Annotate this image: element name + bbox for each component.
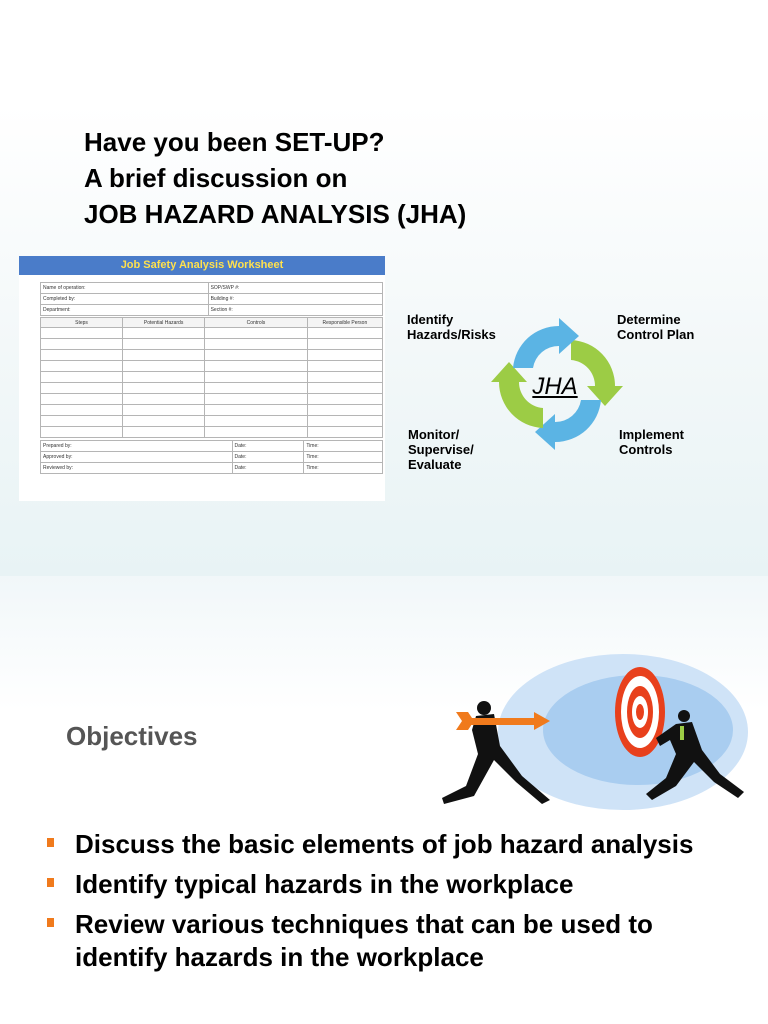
worksheet-footer-table xyxy=(40,440,383,474)
worksheet-title: Job Safety Analysis Worksheet xyxy=(19,256,385,275)
empty-cell xyxy=(205,372,308,383)
empty-cell xyxy=(205,427,308,438)
worksheet-info-cell: Building #: xyxy=(208,294,382,305)
empty-cell xyxy=(205,350,308,361)
worksheet-info-cell: Department: xyxy=(41,305,209,316)
label-line: Supervise/ xyxy=(408,442,474,457)
empty-cell xyxy=(123,416,205,427)
worksheet-footer-cell: Time: xyxy=(304,441,383,452)
empty-cell xyxy=(205,328,308,339)
empty-cell xyxy=(41,328,123,339)
empty-cell xyxy=(123,328,205,339)
worksheet-info-cell: Name of operation: xyxy=(41,283,209,294)
empty-cell xyxy=(41,416,123,427)
cycle-label-implement xyxy=(619,427,684,457)
worksheet-info-cell: SOP/SWP #: xyxy=(208,283,382,294)
empty-cell xyxy=(123,339,205,350)
table-row xyxy=(41,283,383,294)
bullet-text-line: Review various techniques that can be used to xyxy=(75,909,653,939)
column-header: Controls xyxy=(205,318,308,328)
jha-center-label: JHA xyxy=(532,373,578,400)
list-item xyxy=(44,828,744,861)
bullet-square-icon xyxy=(47,878,54,887)
label-line: Control Plan xyxy=(617,327,695,342)
empty-cell xyxy=(123,394,205,405)
cycle-label-determine xyxy=(617,312,694,342)
worksheet-footer-cell: Prepared by: xyxy=(41,441,233,452)
table-row xyxy=(41,294,383,305)
cycle-label-identify xyxy=(407,312,496,342)
empty-cell xyxy=(307,405,382,416)
worksheet-footer-cell: Time: xyxy=(304,452,383,463)
worksheet-footer-cell: Approved by: xyxy=(41,452,233,463)
worksheet-footer-cell: Date: xyxy=(232,463,304,474)
table-row xyxy=(41,372,383,383)
worksheet-steps-table xyxy=(40,317,383,438)
empty-cell xyxy=(307,339,382,350)
title-line-1: Have you been SET-UP? xyxy=(84,127,385,157)
empty-cell xyxy=(307,427,382,438)
table-row xyxy=(41,463,383,474)
worksheet-info-cell: Completed by: xyxy=(41,294,209,305)
empty-cell xyxy=(307,394,382,405)
table-row xyxy=(41,350,383,361)
table-header-row xyxy=(41,318,383,328)
archer-target-clipart xyxy=(438,650,750,810)
empty-cell xyxy=(41,361,123,372)
empty-cell xyxy=(123,383,205,394)
cycle-label-monitor xyxy=(408,427,474,472)
label-line: Determine xyxy=(617,312,681,327)
jsa-worksheet-image xyxy=(19,256,385,501)
empty-cell xyxy=(41,383,123,394)
list-item xyxy=(44,908,744,974)
worksheet-empty-rows xyxy=(41,328,383,438)
worksheet-info-cell: Section #: xyxy=(208,305,382,316)
empty-cell xyxy=(307,328,382,339)
slide-title xyxy=(84,124,466,232)
empty-cell xyxy=(41,372,123,383)
empty-cell xyxy=(307,361,382,372)
bullet-square-icon xyxy=(47,838,54,847)
empty-cell xyxy=(41,350,123,361)
table-row xyxy=(41,383,383,394)
bullet-text: Discuss the basic elements of job hazard analysis xyxy=(75,829,694,859)
worksheet-footer-cell: Date: xyxy=(232,452,304,463)
empty-cell xyxy=(205,383,308,394)
table-row xyxy=(41,427,383,438)
table-row xyxy=(41,441,383,452)
label-line: Identify xyxy=(407,312,454,327)
list-item xyxy=(44,868,744,901)
label-line: Implement xyxy=(619,427,685,442)
empty-cell xyxy=(123,427,205,438)
empty-cell xyxy=(205,361,308,372)
label-line: Monitor/ xyxy=(408,427,460,442)
table-row xyxy=(41,452,383,463)
empty-cell xyxy=(123,405,205,416)
empty-cell xyxy=(205,394,308,405)
target-ring xyxy=(636,704,644,720)
column-header: Responsible Person xyxy=(307,318,382,328)
bullet-text: Identify typical hazards in the workplace xyxy=(75,869,574,899)
worksheet-footer-cell: Reviewed by: xyxy=(41,463,233,474)
table-row xyxy=(41,339,383,350)
table-row xyxy=(41,416,383,427)
empty-cell xyxy=(307,350,382,361)
empty-cell xyxy=(307,416,382,427)
empty-cell xyxy=(123,350,205,361)
empty-cell xyxy=(123,361,205,372)
label-line: Evaluate xyxy=(408,457,462,472)
label-line: Controls xyxy=(619,442,673,457)
empty-cell xyxy=(307,383,382,394)
worksheet-footer-cell: Time: xyxy=(304,463,383,474)
column-header: Potential Hazards xyxy=(123,318,205,328)
empty-cell xyxy=(123,372,205,383)
worksheet-footer-cell: Date: xyxy=(232,441,304,452)
objectives-title: Objectives xyxy=(66,721,198,751)
empty-cell xyxy=(41,339,123,350)
bullet-square-icon xyxy=(47,918,54,927)
empty-cell xyxy=(41,394,123,405)
label-line: Hazards/Risks xyxy=(407,327,496,342)
bullet-text-line: identify hazards in the workplace xyxy=(75,942,484,972)
empty-cell xyxy=(307,372,382,383)
worksheet-info-table xyxy=(40,282,383,316)
table-row xyxy=(41,361,383,372)
table-row xyxy=(41,394,383,405)
empty-cell xyxy=(205,405,308,416)
table-row xyxy=(41,405,383,416)
empty-cell xyxy=(205,339,308,350)
cycle-arrow-blue-top xyxy=(513,318,579,368)
empty-cell xyxy=(41,427,123,438)
column-header: Steps xyxy=(41,318,123,328)
empty-cell xyxy=(41,405,123,416)
title-line-3: JOB HAZARD ANALYSIS (JHA) xyxy=(84,199,467,229)
table-row xyxy=(41,328,383,339)
empty-cell xyxy=(205,416,308,427)
table-row xyxy=(41,305,383,316)
cycle-arrow-blue-bottom xyxy=(535,400,601,450)
objectives-bullet-list xyxy=(44,828,744,981)
title-line-2: A brief discussion on xyxy=(84,163,348,193)
worksheet-form xyxy=(40,282,383,474)
